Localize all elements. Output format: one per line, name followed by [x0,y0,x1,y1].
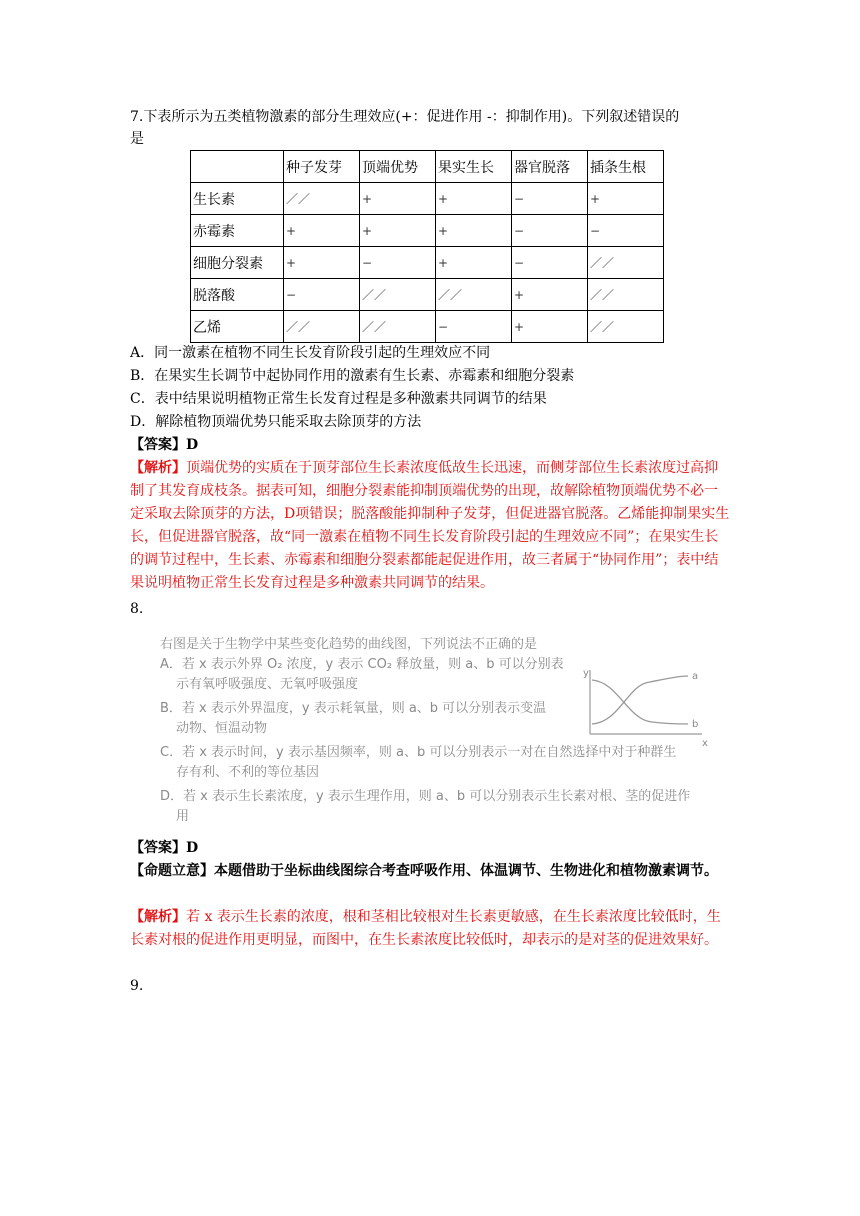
table-cell: + [436,215,512,247]
table-cell: ／／ [284,183,360,215]
q8-figure-option-a1: A．若 x 表示外界 O₂ 浓度，y 表示 CO₂ 释放量，则 a、b 可以分别表 [160,657,564,672]
table-cell: − [512,215,588,247]
table-header-cell: 插条生根 [588,151,664,183]
q9-number: 9. [130,978,144,994]
q8-figure-intro: 右图是关于生物学中某些变化趋势的曲线图，下列说法不正确的是 [160,637,538,652]
q7-option-d: D．解除植物顶端优势只能采取去除顶芽的方法 [130,414,422,430]
table-cell [191,151,284,183]
table-row [191,311,664,343]
x-axis-label: x [702,738,708,749]
q8-figure-option-b1: B．若 x 表示外界温度，y 表示耗氧量，则 a、b 可以分别表示变温 [160,701,547,716]
curve-b [592,680,688,724]
row-label: 生长素 [191,183,284,215]
table-cell: − [588,215,664,247]
table-cell: + [436,183,512,215]
table-cell: − [512,183,588,215]
table-cell: + [512,311,588,343]
row-label: 脱落酸 [191,279,284,311]
table-cell: ／／ [436,279,512,311]
q8-figure-option-c2: 存有利、不利的等位基因 [176,765,320,780]
table-cell: − [360,247,436,279]
q8-figure-option-c1: C．若 x 表示时间，y 表示基因频率，则 a、b 可以分别表示一对在自然选择中对于种群生 [160,745,677,760]
table-cell: ／／ [360,311,436,343]
q8-intent [130,860,730,883]
table-cell: + [360,215,436,247]
table-cell: ／／ [588,247,664,279]
q8-analysis-text: 若 x 表示生长素的浓度，根和茎相比较根对生长素更敏感，在生长素浓度比较低时，生长素对根的促进作用更明显，而图中，在生长素浓度比较低时，却表示的是对茎的促进效果好。 [130,909,721,948]
table-cell: − [284,279,360,311]
table-cell: ／／ [360,279,436,311]
table-header-cell: 果实生长 [436,151,512,183]
row-label: 细胞分裂素 [191,247,284,279]
table-row [191,279,664,311]
table-cell: + [436,247,512,279]
q8-intent-label: 【命题立意】 [130,863,214,879]
row-label: 赤霉素 [191,215,284,247]
q8-figure-option-d2: 用 [176,809,190,824]
q8-number: 8. [130,601,144,617]
q8-figure-option-a2: 示有氧呼吸强度、无氧呼吸强度 [176,677,359,692]
table-header-cell: 器官脱落 [512,151,588,183]
table-header-row [191,151,664,183]
table-cell: + [284,215,360,247]
table-cell: + [512,279,588,311]
y-axis-label: y [583,668,589,679]
q7-analysis-text: 顶端优势的实质在于顶芽部位生长素浓度低故生长迅速，而侧芽部位生长素浓度过高抑制了其发育成枝条。据表可知，细胞分裂素能抑制顶端优势的出现，故解除植物顶端优势不必一定采取去除顶芽的方法，D项错误；脱落酸能抑制种子发芽，但促进器官脱落。乙烯能抑制果实生长，但促进器官脱落，故“同一激素在植物不同生长发育阶段引起的生理效应不同”；在果实生长的调节过程中，生长素、赤霉素和细胞分裂素都能起促进作用，故三者属于“协同作用”；表中结果说明植物正常生长发育过程是多种激素共同调节的结果。 [130,460,730,591]
q8-curve-graph [580,664,715,750]
curve-a [592,676,688,724]
q7-analysis-label: 【解析】 [130,460,186,476]
table-row [191,215,664,247]
q8-figure-option-b2: 动物、恒温动物 [176,721,268,736]
curve-a-label: a [692,671,699,682]
q8-analysis-label: 【解析】 [130,909,186,925]
q7-answer: 【答案】D [130,437,199,453]
row-label: 乙烯 [191,311,284,343]
table-header-cell: 顶端优势 [360,151,436,183]
q7-stem-line2: 是 [130,131,144,147]
q8-figure-option-d1: D．若 x 表示生长素浓度，y 表示生理作用，则 a、b 可以分别表示生长素对根、茎的促进作 [160,789,691,804]
table-cell: ／／ [588,311,664,343]
q7-option-b: B．在果实生长调节中起协同作用的激素有生长素、赤霉素和细胞分裂素 [130,368,575,384]
table-cell: + [284,247,360,279]
table-cell: + [588,183,664,215]
q7-stem-line1: 7.下表所示为五类植物激素的部分生理效应(+：促进作用 -：抑制作用)。下列叙述错误的 [130,109,680,125]
hormone-effects-table [190,150,664,343]
q8-analysis [130,906,730,952]
table-cell: + [360,183,436,215]
q7-analysis [130,457,730,595]
table-header-cell: 种子发芽 [284,151,360,183]
table-cell: ／／ [284,311,360,343]
table-cell: − [436,311,512,343]
table-cell: ／／ [588,279,664,311]
table-row [191,183,664,215]
table-cell: − [512,247,588,279]
q8-answer: 【答案】D [130,840,199,856]
table-row [191,247,664,279]
q7-option-a: A．同一激素在植物不同生长发育阶段引起的生理效应不同 [130,345,491,361]
curve-b-label: b [692,719,699,730]
q8-intent-text: 本题借助于坐标曲线图综合考查呼吸作用、体温调节、生物进化和植物激素调节。 [214,863,718,879]
q7-option-c: C．表中结果说明植物正常生长发育过程是多种激素共同调节的结果 [130,391,547,407]
